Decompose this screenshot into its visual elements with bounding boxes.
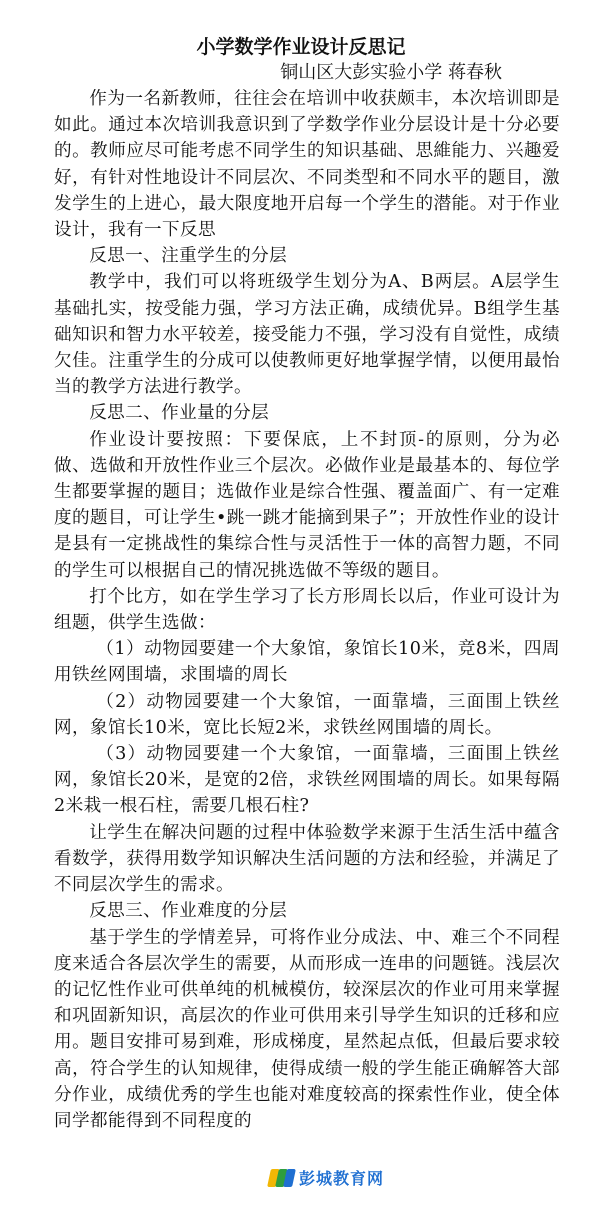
document-title: 小学数学作业设计反思记 [196,36,406,58]
site-watermark [263,1166,388,1189]
example-item-1: （1）动物园要建一个大象馆，象馆长10米，竞8米，四周用铁丝网围墙，求围墙的周长 [54,639,560,686]
section1-heading: 反思一、注重学生的分层 [89,246,288,267]
section2-paragraph: 作业设计要按照：下要保底，上不封顶-的原则，分为必做、选做和开放性作业三个层次。必做作业是最基本的、每位学生都要掌握的题目；选做作业是综合性强、覆盖面广、有一定难度的题目，可让学生•跳一跳才能摘到果子”；开放性作业的设计是县有一定挑战性的集综合性与灵活性于一体的高智力题，不同的学生可以根据自己的情况挑选做不等级的题目。 [54,429,561,581]
section3-heading: 反思三、作业难度的分层 [89,901,288,922]
book-logo-icon [267,1167,295,1189]
section3-paragraph: 基于学生的学情差异，可将作业分成法、中、难三个不同程度来适合各层次学生的需要，从而形成一连串的问题链。浅层次的记忆性作业可供单纯的机械模仿，较深层次的作业可用来掌握和巩固新知识，高层次的作业可供用来引导学生知识的迁移和应用。题目安排可易到难，形成梯度，星然起点低，但最后要求较高，符合学生的认知规律，使得成绩一般的学生能正确解答大部分作业，成绩优秀的学生也能对难度较高的探索性作业，使全体同学都能得到不同程度的 [54,927,560,1131]
document-author: 铜山区大彭实验小学 蒋春秋 [280,62,502,83]
example-item-3: （3）动物园要建一个大象馆，一面靠墙，三面围上铁丝网，象馆长20米，是宽的2倍，求铁丝网围墙的周长。如果每隔2米栽一根石柱，需要几根石柱? [54,744,560,817]
example-intro-paragraph: 打个比方，如在学生学习了长方形周长以后，作业可设计为组题，供学生选做： [54,586,560,634]
example-item-2: （2）动物园要建一个大象馆，一面靠墙，三面围上铁丝网，象馆长10米，宽比长短2米，求铁丝网围墙的周长。 [54,691,560,738]
watermark-text: 彭城教育网 [299,1169,385,1188]
section1-paragraph: 教学中，我们可以将班级学生划分为A、B两层。A层学生基础扎实，按受能力强，学习方法正确，成绩优异。B组学生基础知识和智力水平较差，接受能力不强，学习没有自觉性，成绩欠佳。注重学生的分成可以使教师更好地掌握学情，以便用最怡当的教学方法进行教学。 [54,272,560,398]
intro-paragraph: 作为一名新教师，往往会在培训中收获颇丰，本次培训即是如此。通过本次培训我意识到了学数学作业分层设计是十分必要的。教师应尽可能考虑不同学生的知识基础、思維能力、兴趣爱好，有针对性地设计不同层次、不同类型和不同水平的题目，激发学生的上进心，最大限度地开启每一个学生的潜能。对于作业设计，我有一下反思 [54,89,560,241]
section2-heading: 反思二、作业量的分层 [89,403,270,424]
example-summary-paragraph: 让学生在解决问题的过程中体验数学来源于生活生活中蕴含看数学，获得用数学知识解决生活问题的方法和经验，并满足了不同层次学生的需求。 [54,822,560,896]
